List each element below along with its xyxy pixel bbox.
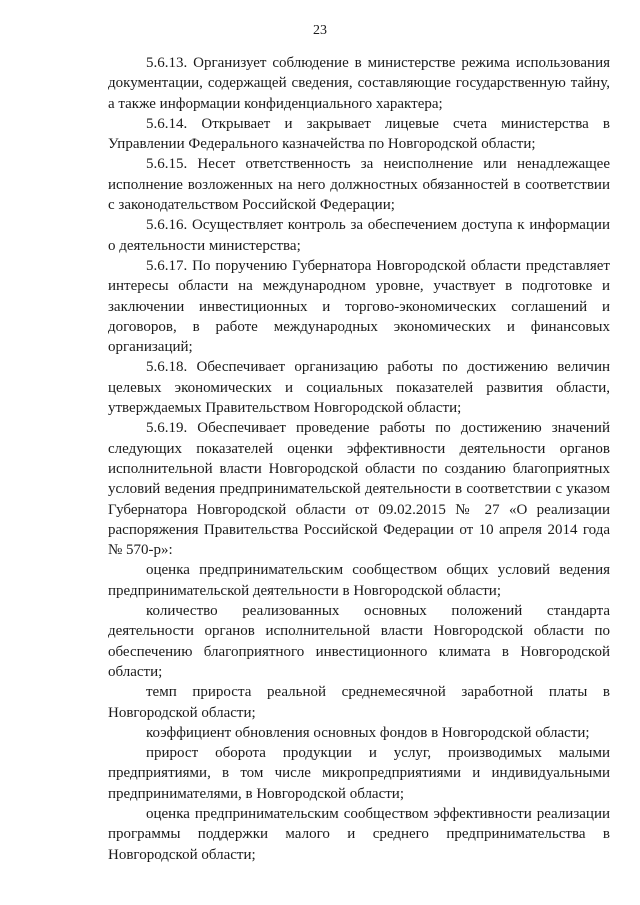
paragraph-5-6-15: 5.6.15. Несет ответственность за неисполнение или ненадлежащее исполнение возложенных на него должностных обязанностей в соответствии с законодательством Российской Федерации; xyxy=(108,156,610,214)
paragraph-5-6-16: 5.6.16. Осуществляет контроль за обеспечением доступа к информации о деятельности министерства; xyxy=(108,217,610,254)
indicator-item: прирост оборота продукции и услуг, производимых малыми предприятиями, в том числе микропредприятиями и индивидуальными предпринимателями, в Новгородской области; xyxy=(108,745,610,802)
paragraph-5-6-14: 5.6.14. Открывает и закрывает лицевые счета министерства в Управлении Федерального казначейства по Новгородской области; xyxy=(108,115,610,153)
indicator-item: оценка предпринимательским сообществом эффективности реализации программы поддержки малого и среднего предпринимательства в Новгородской области; xyxy=(108,805,610,863)
indicator-item: оценка предпринимательским сообществом общих условий ведения предпринимательской деятельности в Новгородской области; xyxy=(108,562,610,599)
indicator-item: коэффициент обновления основных фондов в Новгородской области; xyxy=(146,724,590,741)
page-number: 23 xyxy=(313,23,327,38)
document-body xyxy=(108,53,610,865)
paragraph-5-6-18: 5.6.18. Обеспечивает организацию работы по достижению величин целевых экономических и социальных показателей развития области, утверждаемых Правительством Новгородской области; xyxy=(108,359,610,417)
indicator-item: количество реализованных основных положений стандарта деятельности органов исполнительной власти Новгородской области по обеспечению благоприятного инвестиционного климата в Новгородской области; xyxy=(108,603,610,680)
paragraph-5-6-17: 5.6.17. По поручению Губернатора Новгородской области представляет интересы области на международном уровне, участвует в подготовке и заключении инвестиционных и торгово-экономических соглашений и договоров, в работе международных экономических и финансовых организаций; xyxy=(108,257,610,356)
paragraph-5-6-13: 5.6.13. Организует соблюдение в министерстве режима использования документации, содержащей сведения, составляющие государственную тайну, а также информации конфиденциального характера; xyxy=(108,55,610,112)
paragraph-5-6-19: 5.6.19. Обеспечивает проведение работы по достижению значений следующих показателей оценки эффективности деятельности органов исполнительной власти Новгородской области по созданию благоприятных условий ведения предпринимательской деятельности в соответствии с указом Губернатора Новгородской области от 09.02.2015 № 27 «О реализации распоряжения Правительства Российской Федерации от 10 апреля 2014 года № 570-р»: xyxy=(108,420,610,559)
indicator-item: темп прироста реальной среднемесячной заработной платы в Новгородской области; xyxy=(108,684,610,721)
